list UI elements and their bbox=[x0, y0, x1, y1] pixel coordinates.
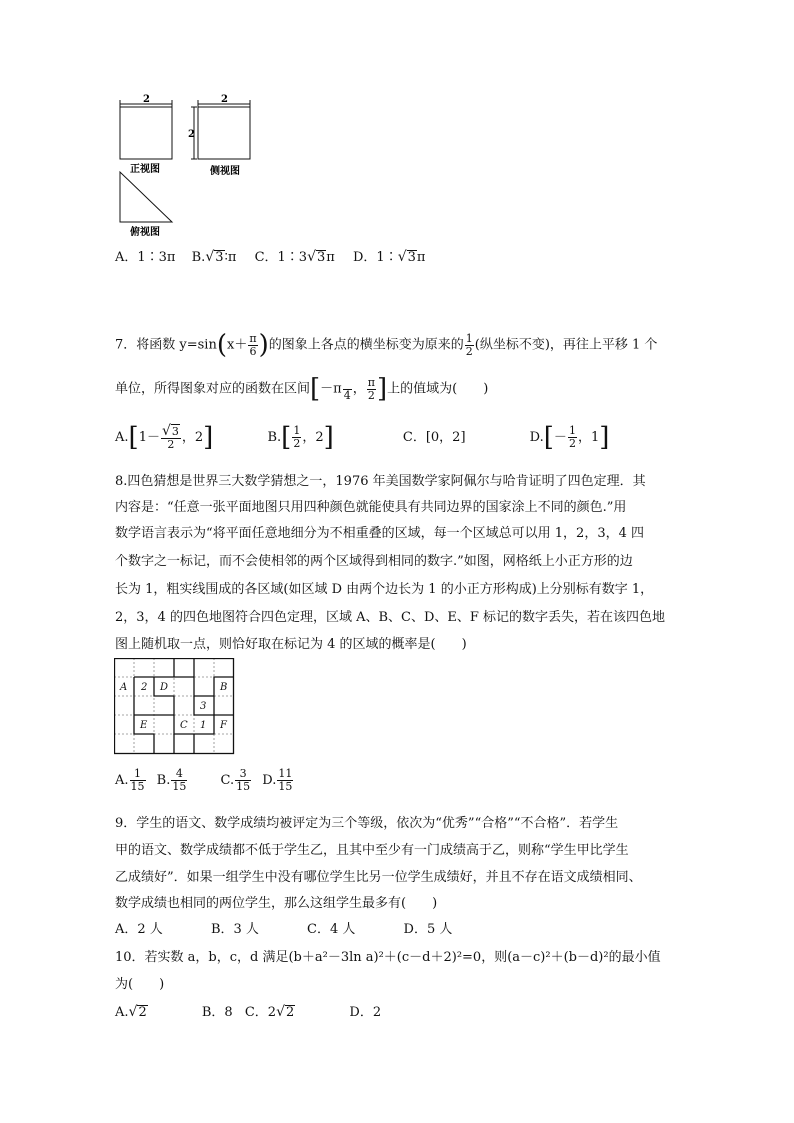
q6-option-c: C．1∶3√3π bbox=[254, 249, 335, 265]
q9-line1: 9．学生的语文、数学成绩均被评定为三个等级，依次为“优秀”“合格”“不合格”．若学生 bbox=[115, 816, 619, 831]
q9-option-d: D．5 人 bbox=[403, 922, 453, 937]
q6-option-a: A．1∶3π bbox=[115, 250, 176, 265]
front-view bbox=[120, 94, 172, 175]
q8-line7: 图上随机取一点，则恰好取在标记为 4 的区域的概率是( ) bbox=[115, 637, 467, 652]
q7-option-c: C．[0，2] bbox=[402, 429, 466, 445]
q10-options bbox=[115, 1001, 381, 1020]
three-view-figure bbox=[110, 92, 270, 242]
top-view bbox=[120, 172, 172, 238]
q8-option-b: B. $\frac{4}{15}$ bbox=[156, 767, 187, 793]
q10-line2: 为( ) bbox=[115, 977, 165, 992]
q10-line1: 10．若实数 a，b，c，d 满足(b＋a²－3ln a)²＋(c－d＋2)²=0，则(a－c)²＋(b－d)²的最小值 bbox=[115, 950, 661, 965]
q6-option-b: B.√3∶π bbox=[191, 249, 237, 265]
top-view-label: 俯视图 bbox=[130, 227, 160, 238]
grid-label-e: E bbox=[140, 720, 148, 731]
q9-options bbox=[115, 918, 452, 937]
q7-option-b: B.[ $\frac{1}{2}$ ，2] bbox=[267, 422, 334, 452]
grid-label-3: 3 bbox=[200, 701, 207, 712]
q8-options bbox=[115, 768, 294, 793]
q9-option-c: C．4 人 bbox=[307, 922, 356, 937]
q8-option-d: D. $\frac{11}{15}$ bbox=[262, 767, 293, 793]
q10-option-d: D．2 bbox=[349, 1005, 382, 1020]
q8-line2: 内容是：“任意一张平面地图只用四种颜色就能使具有共同边界的国家涂上不同的颜色.”用 bbox=[115, 500, 627, 515]
grid-label-2: 2 bbox=[141, 682, 148, 693]
side-dim-height: 2 bbox=[188, 129, 195, 140]
side-view bbox=[188, 94, 250, 177]
q6-options bbox=[115, 246, 425, 265]
q6-option-d: D．1∶√3π bbox=[352, 249, 426, 265]
q7-stem-line1: 7．将函数 y=sin(x＋ $\frac{\pi}{6}$ )的图象上各点的横坐标变为原来的 $\frac{1}{2}$ (纵坐标不变)，再往上平移 1 个 bbox=[115, 330, 658, 360]
q8-line5: 长为 1，粗实线围成的各区域(如区域 D 由两个边长为 1 的小正方形构成)上分别标有数字 1， bbox=[115, 582, 654, 597]
q8-line3: 数学语言表示为“将平面任意地细分为不相重叠的区域，每一个区域总可以用 1，2，3，4 四 bbox=[115, 526, 644, 541]
grid-label-c: C bbox=[180, 720, 188, 731]
front-dim-label: 2 bbox=[143, 94, 150, 105]
q10-option-b: B．8 bbox=[201, 1005, 233, 1020]
grid-label-a: A bbox=[120, 682, 128, 693]
q7-option-d: D.[－ $\frac{1}{2}$ ，1] bbox=[529, 422, 610, 452]
side-view-label: 侧视图 bbox=[210, 166, 240, 177]
q9-option-b: B．3 人 bbox=[210, 922, 259, 937]
grid-label-1: 1 bbox=[200, 720, 207, 731]
q9-line4: 数学成绩也相同的两位学生，那么这组学生最多有( ) bbox=[115, 896, 438, 911]
q7-option-a: A.[1－ $\frac{√3}{2}$ ，2] bbox=[115, 422, 214, 452]
q9-option-a: A．2 人 bbox=[115, 922, 163, 937]
q10-option-c: C．2√2 bbox=[244, 1004, 295, 1020]
front-view-label: 正视图 bbox=[130, 164, 160, 175]
q10-option-a: A.√2 bbox=[115, 1004, 147, 1020]
q8-line1: 8.四色猜想是世界三大数学猜想之一，1976 年美国数学家阿佩尔与哈肯证明了四色定理．其 bbox=[115, 474, 646, 489]
four-color-map bbox=[114, 658, 236, 756]
q9-line2: 甲的语文、数学成绩都不低于学生乙，且其中至少有一门成绩高于乙，则称“学生甲比学生 bbox=[115, 843, 629, 858]
grid-label-f: F bbox=[220, 720, 227, 731]
side-dim-width: 2 bbox=[221, 94, 228, 105]
q9-line3: 乙成绩好”．如果一组学生中没有哪位学生比另一位学生成绩好，并且不存在语文成绩相同、 bbox=[115, 870, 642, 885]
q8-line6: 2，3，4 的四色地图符合四色定理，区域 A、B、C、D、E、F 标记的数字丢失，若在该四色地 bbox=[115, 610, 666, 625]
q8-line4: 个数字之一标记，而不会使相邻的两个区域得到相同的数字.”如图，网格纸上小正方形的边 bbox=[115, 554, 633, 569]
q7-stem-line2: 单位，所得图象对应的函数在区间[－π 4 ， $\frac{\pi}{2}$ ]上的值域为( ) bbox=[115, 374, 489, 404]
grid-label-b: B bbox=[220, 682, 228, 693]
q8-option-c: C. $\frac{3}{15}$ bbox=[220, 767, 251, 793]
grid-label-d: D bbox=[160, 682, 169, 693]
q8-option-a: A. $\frac{1}{15}$ bbox=[115, 767, 145, 793]
q7-options bbox=[115, 422, 609, 452]
